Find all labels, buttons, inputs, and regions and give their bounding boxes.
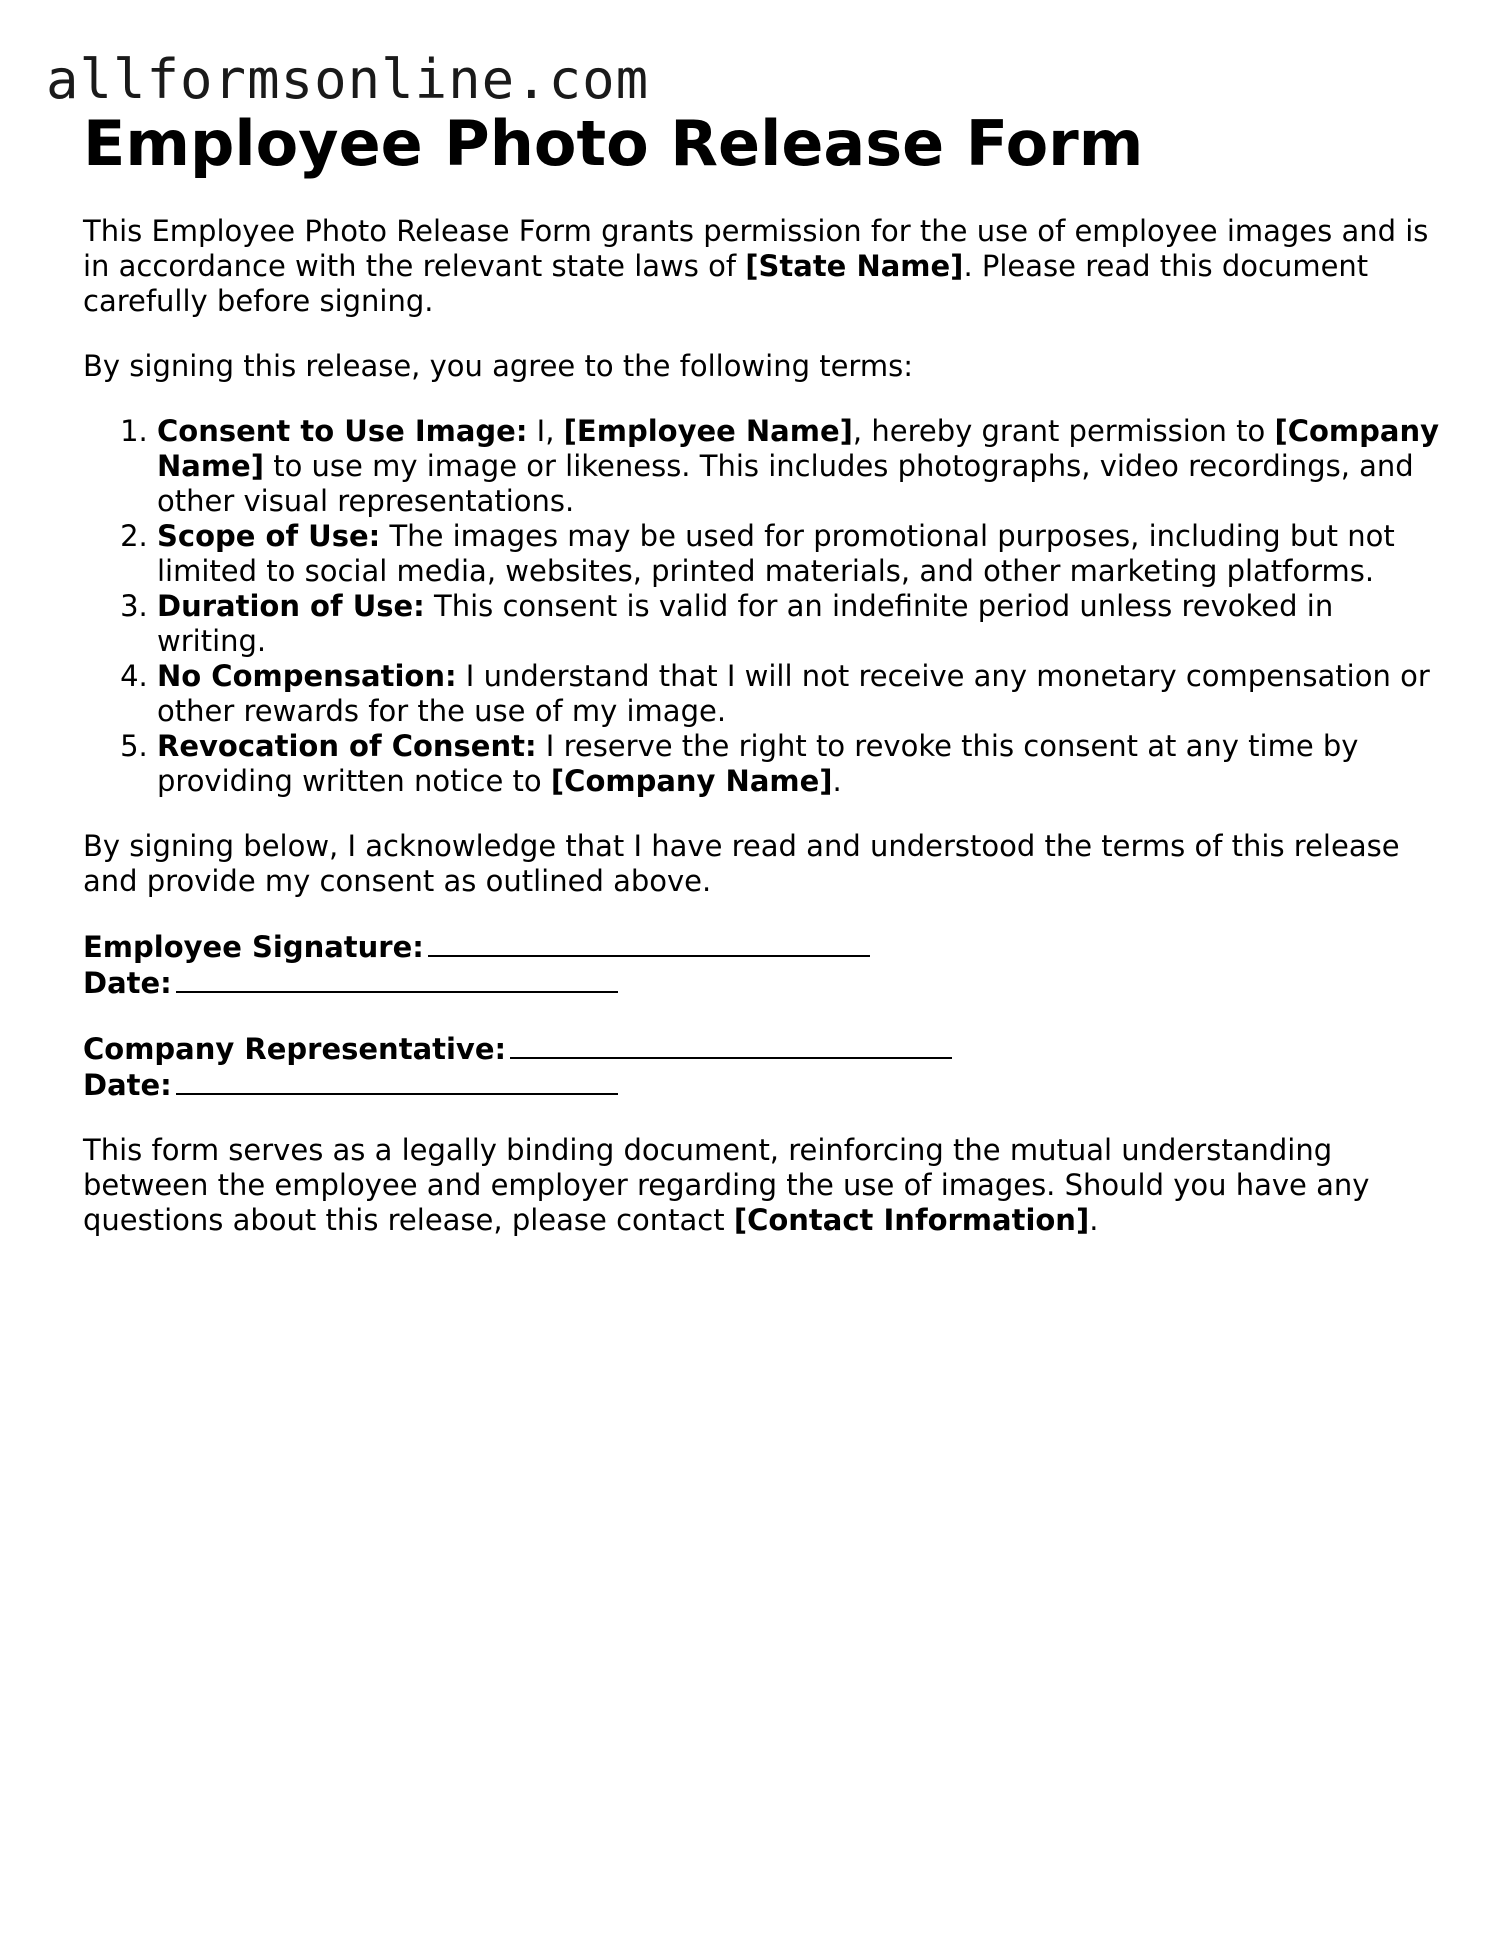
term-heading: Consent to Use Image:: [157, 414, 528, 448]
term-heading: Revocation of Consent:: [157, 729, 537, 763]
term-text: I reserve the right to revoke this consent at any time by providing written notice to: [157, 729, 1359, 798]
term-duration-of-use: [157, 589, 1443, 659]
page-title: Employee Photo Release Form: [83, 107, 1144, 180]
company-name-placeholder: [Company Name]: [550, 764, 833, 798]
term-no-compensation: [157, 659, 1443, 729]
employee-signature-label: Employee Signature:: [83, 930, 424, 964]
document-body: [83, 108, 1443, 1238]
company-name-placeholder: [Company Name]: [157, 414, 1440, 483]
company-date-label: Date:: [83, 1068, 172, 1102]
term-text: This consent is valid for an indefinite period unless revoked in writing.: [157, 589, 1334, 658]
contact-information-placeholder: [Contact Information]: [733, 1203, 1090, 1237]
term-text: , hereby grant permission to: [852, 414, 1275, 448]
term-text: .: [832, 764, 842, 798]
term-text: I,: [527, 414, 564, 448]
intro-text-before: This Employee Photo Release Form grants permission for the use of employee images and is in accordance with the relevant state laws of: [83, 214, 1429, 283]
company-signature-block: [83, 1031, 1443, 1103]
terms-list: [83, 414, 1443, 799]
term-consent-to-use: [157, 414, 1443, 519]
term-revocation-of-consent: [157, 729, 1443, 799]
term-scope-of-use: [157, 519, 1443, 589]
company-representative-label: Company Representative:: [83, 1032, 507, 1066]
term-heading: Duration of Use:: [157, 589, 425, 623]
employee-date-label: Date:: [83, 966, 172, 1000]
state-name-placeholder: [State Name]: [745, 249, 964, 283]
terms-lead: By signing this release, you agree to the following terms:: [83, 349, 913, 383]
employee-signature-line[interactable]: [428, 929, 870, 957]
acknowledgement-paragraph: By signing below, I acknowledge that I have read and understood the terms of this release and provide my consent as outlined above.: [83, 829, 1400, 898]
employee-date-line[interactable]: [176, 965, 618, 993]
company-signature-line[interactable]: [510, 1031, 952, 1059]
company-date-line[interactable]: [176, 1067, 618, 1095]
employee-name-placeholder: [Employee Name]: [563, 414, 853, 448]
closing-paragraph: [83, 1133, 1443, 1238]
term-heading: Scope of Use:: [157, 519, 381, 553]
intro-text-after: . Please read this document carefully before signing.: [83, 249, 1369, 318]
term-text: to use my image or likeness. This includes photographs, video recordings, and other visual representations.: [157, 449, 1414, 518]
outro-text-before: This form serves as a legally binding document, reinforcing the mutual understanding between the employee and employer regarding the use of images. Should you have any questions about this release, please contact: [83, 1133, 1370, 1237]
watermark: allformsonline.com: [46, 48, 650, 111]
employee-signature-block: [83, 929, 1443, 1001]
term-heading: No Compensation:: [157, 659, 457, 693]
term-text: The images may be used for promotional purposes, including but not limited to social media, websites, printed materials, and other marketing platforms.: [157, 519, 1395, 588]
term-text: I understand that I will not receive any monetary compensation or other rewards for the use of my image.: [157, 659, 1430, 728]
intro-paragraph: [83, 214, 1443, 319]
outro-text-after: .: [1089, 1203, 1099, 1237]
